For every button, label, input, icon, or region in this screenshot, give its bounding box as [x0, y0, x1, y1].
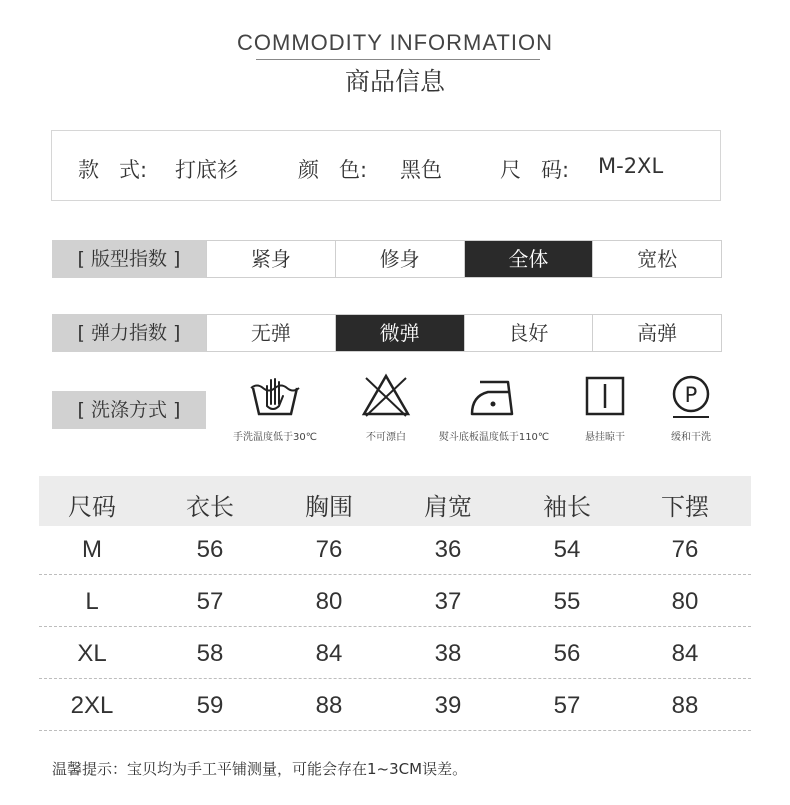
table-cell: 84: [671, 640, 699, 667]
table-cell: 76: [671, 536, 699, 563]
stretch-index-options: [206, 314, 722, 352]
style-value: 打底衫: [175, 158, 238, 182]
hang-dry-icon: [575, 372, 635, 420]
table-cell: 57: [553, 692, 581, 719]
stretch-index-label: [ 弹力指数 ]: [52, 314, 206, 352]
color-value: 黑色: [400, 158, 442, 182]
length-col-header: 衣长: [186, 493, 234, 521]
shoulder-col-header: 肩宽: [424, 493, 472, 521]
table-cell: 58: [196, 640, 224, 667]
row-divider: [39, 574, 751, 575]
table-cell: 39: [434, 692, 462, 719]
table-cell: 36: [434, 536, 462, 563]
table-cell: XL: [77, 640, 107, 667]
hang-dry-caption: 悬挂晾干: [585, 432, 625, 443]
row-divider: [39, 626, 751, 627]
iron-caption: 熨斗底板温度低于110℃: [438, 432, 550, 443]
table-cell: 54: [553, 536, 581, 563]
hand-wash-caption: 手洗温度低于30℃: [233, 432, 317, 443]
stretch-option: 良好: [464, 315, 593, 351]
fit-option: 宽松: [592, 241, 721, 277]
table-cell: 55: [553, 588, 581, 615]
stretch-option: 微弹: [335, 315, 464, 351]
dry-clean-icon: [661, 372, 721, 420]
table-cell: M: [82, 536, 102, 563]
stretch-option: 高弹: [592, 315, 721, 351]
chest-col-header: 胸围: [305, 493, 353, 521]
style-label: 款 式:: [78, 158, 148, 182]
table-cell: 57: [196, 588, 224, 615]
table-cell: 88: [315, 692, 343, 719]
no-bleach-caption: 不可漂白: [366, 432, 406, 443]
stretch-option: 无弹: [250, 321, 291, 345]
color-label: 颜 色:: [298, 158, 368, 182]
row-divider: [39, 678, 751, 679]
table-cell: 59: [196, 692, 224, 719]
table-cell: 76: [315, 536, 343, 563]
fit-index-label: [ 版型指数 ]: [52, 240, 206, 278]
table-cell: 56: [196, 536, 224, 563]
table-cell: 38: [434, 640, 462, 667]
table-cell: 88: [671, 692, 699, 719]
hand-wash-icon: [245, 372, 305, 420]
size-label: 尺 码:: [500, 158, 570, 182]
sleeve-col-header: 袖长: [543, 493, 591, 521]
title-divider: [256, 59, 540, 60]
no-bleach-icon: [356, 372, 416, 420]
fit-option: 全体: [464, 241, 593, 277]
row-divider: [39, 730, 751, 731]
washing-label: [ 洗涤方式 ]: [52, 391, 206, 429]
size-col-header: 尺码: [68, 493, 116, 521]
fit-option: 紧身: [250, 247, 291, 271]
dry-clean-caption: 缓和干洗: [671, 432, 711, 443]
measurement-tip: 温馨提示：宝贝均为手工平铺测量，可能会存在1~3CM误差。: [52, 760, 468, 778]
chinese-title: 商品信息: [344, 67, 445, 96]
english-title: COMMODITY INFORMATION: [237, 30, 553, 55]
table-cell: 80: [315, 588, 343, 615]
table-cell: 2XL: [70, 692, 114, 719]
svg-text:P: P: [684, 383, 698, 407]
fit-option: 修身: [335, 241, 464, 277]
iron-icon: [464, 372, 524, 420]
size-value: M-2XL: [598, 154, 664, 178]
table-cell: L: [85, 588, 99, 615]
table-cell: 56: [553, 640, 581, 667]
table-cell: 80: [671, 588, 699, 615]
table-cell: 37: [434, 588, 462, 615]
table-cell: 84: [315, 640, 343, 667]
fit-index-options: [206, 240, 722, 278]
hem-col-header: 下摆: [661, 493, 709, 521]
